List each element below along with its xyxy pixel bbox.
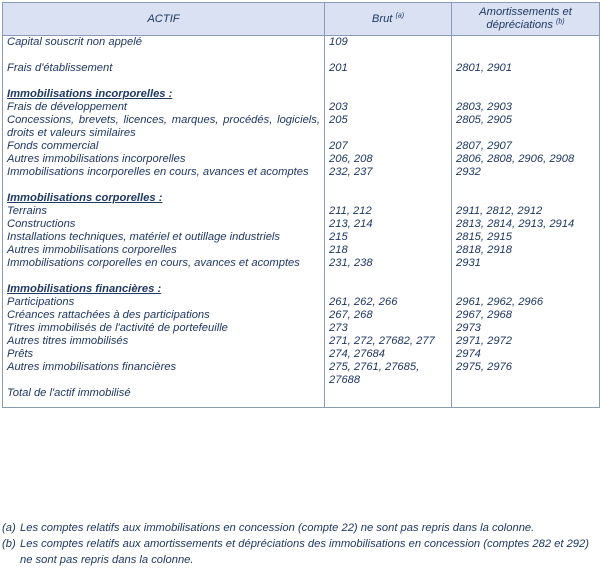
account-label: Créances rattachées à des participations: [3, 309, 325, 322]
account-label: Titres immobilisés de l'activité de portefeuille: [3, 322, 325, 335]
amort-accounts: [452, 192, 600, 205]
brut-accounts: 267, 268: [325, 309, 452, 322]
brut-accounts: 211, 212: [325, 205, 452, 218]
account-label: Autres immobilisations corporelles: [3, 244, 325, 257]
account-label: Prêts: [3, 348, 325, 361]
spacer-row: [3, 270, 600, 283]
spacer-cell: [3, 75, 325, 88]
account-label: Constructions: [3, 218, 325, 231]
section-row: [3, 88, 600, 101]
brut-accounts: 213, 214: [325, 218, 452, 231]
table-row: [3, 296, 600, 309]
amort-accounts: 2803, 2903: [452, 101, 600, 114]
account-label: Autres immobilisations incorporelles: [3, 153, 325, 166]
amort-accounts: 2975, 2976: [452, 361, 600, 387]
amort-accounts: [452, 387, 600, 408]
table-row: [3, 153, 600, 166]
spacer-cell: [3, 49, 325, 62]
total-row: [3, 387, 600, 408]
table-row: [3, 114, 600, 140]
table-row: [3, 62, 600, 75]
amort-accounts: 2971, 2972: [452, 335, 600, 348]
actif-table: [2, 2, 600, 408]
amort-accounts: 2931: [452, 257, 600, 270]
table-row: [3, 101, 600, 114]
brut-accounts: [325, 88, 452, 101]
account-label: Immobilisations financières :: [3, 283, 325, 296]
spacer-row: [3, 75, 600, 88]
table-row: [3, 361, 600, 387]
brut-accounts: 203: [325, 101, 452, 114]
header-amortissements: Amortissements et dépréciations $^{(b)}$: [452, 3, 600, 36]
amort-accounts: 2911, 2812, 2912: [452, 205, 600, 218]
spacer-cell: [3, 270, 325, 283]
brut-accounts: 261, 262, 266: [325, 296, 452, 309]
account-label: Immobilisations incorporelles en cours, avances et acomptes: [3, 166, 325, 179]
spacer-cell: [325, 179, 452, 192]
brut-accounts: 274, 27684: [325, 348, 452, 361]
brut-accounts: 207: [325, 140, 452, 153]
section-row: [3, 283, 600, 296]
amort-accounts: 2932: [452, 166, 600, 179]
amort-accounts: 2818, 2918: [452, 244, 600, 257]
brut-accounts: 201: [325, 62, 452, 75]
table-row: [3, 166, 600, 179]
table-row: [3, 348, 600, 361]
amort-accounts: [452, 88, 600, 101]
table-row: [3, 218, 600, 231]
table-row: [3, 244, 600, 257]
account-label: Immobilisations corporelles :: [3, 192, 325, 205]
account-label: Autres immobilisations financières: [3, 361, 325, 387]
spacer-cell: [452, 75, 600, 88]
spacer-cell: [325, 75, 452, 88]
amort-accounts: 2807, 2907: [452, 140, 600, 153]
footnote-mark: (a): [2, 522, 16, 534]
table-row: [3, 231, 600, 244]
brut-accounts: 218: [325, 244, 452, 257]
footnote-text: Les comptes relatifs aux amortissements et dépréciations des immobilisations en concession (comptes 282 et 292) ne sont pas repris dans la colonne.: [20, 538, 589, 566]
brut-accounts: 109: [325, 36, 452, 50]
amort-accounts: 2967, 2968: [452, 309, 600, 322]
account-label: Capital souscrit non appelé: [3, 36, 325, 50]
header-brut: Brut $^{(a)}$: [325, 3, 452, 36]
spacer-cell: [325, 49, 452, 62]
footnote-text: Les comptes relatifs aux immobilisations en concession (compte 22) ne sont pas repris dans la colonne.: [20, 522, 535, 534]
account-label: Participations: [3, 296, 325, 309]
spacer-cell: [3, 179, 325, 192]
spacer-row: [3, 49, 600, 62]
amort-accounts: 2801, 2901: [452, 62, 600, 75]
brut-accounts: 271, 272, 27682, 277: [325, 335, 452, 348]
table-header: [3, 3, 600, 36]
account-label: Concessions, brevets, licences, marques, procédés, logiciels, droits et valeurs similaires: [3, 114, 325, 140]
amort-accounts: [452, 36, 600, 50]
brut-accounts: 273: [325, 322, 452, 335]
brut-accounts: 206, 208: [325, 153, 452, 166]
account-label: Installations techniques, matériel et outillage industriels: [3, 231, 325, 244]
brut-accounts: [325, 283, 452, 296]
footnote-mark: (b): [2, 538, 16, 550]
spacer-cell: [452, 270, 600, 283]
amort-accounts: 2973: [452, 322, 600, 335]
spacer-cell: [452, 179, 600, 192]
brut-accounts: 231, 238: [325, 257, 452, 270]
table-row: [3, 335, 600, 348]
spacer-row: [3, 179, 600, 192]
footnotes: [2, 520, 599, 568]
table-body: [3, 36, 600, 408]
table-row: [3, 322, 600, 335]
footnote: [2, 520, 599, 536]
amort-accounts: [452, 283, 600, 296]
brut-note-mark: (a): [395, 11, 405, 19]
amort-accounts: 2813, 2814, 2913, 2914: [452, 218, 600, 231]
amort-accounts: 2961, 2962, 2966: [452, 296, 600, 309]
amort-accounts: 2815, 2915: [452, 231, 600, 244]
account-label: Immobilisations incorporelles :: [3, 88, 325, 101]
brut-accounts: 275, 2761, 27685, 27688: [325, 361, 452, 387]
amort-accounts: 2805, 2905: [452, 114, 600, 140]
table-row: [3, 36, 600, 50]
brut-accounts: [325, 387, 452, 408]
spacer-cell: [452, 49, 600, 62]
section-row: [3, 192, 600, 205]
brut-accounts: 215: [325, 231, 452, 244]
account-label: Total de l'actif immobilisé: [3, 387, 325, 408]
account-label: Frais de développement: [3, 101, 325, 114]
account-label: Fonds commercial: [3, 140, 325, 153]
header-actif: ACTIF: [3, 3, 325, 36]
table-row: [3, 205, 600, 218]
brut-accounts: [325, 192, 452, 205]
account-label: Autres titres immobilisés: [3, 335, 325, 348]
amort-note-mark: (b): [556, 18, 565, 26]
brut-accounts: 205: [325, 114, 452, 140]
table-row: [3, 257, 600, 270]
account-label: Immobilisations corporelles en cours, avances et acomptes: [3, 257, 325, 270]
amort-accounts: 2806, 2808, 2906, 2908: [452, 153, 600, 166]
table-row: [3, 140, 600, 153]
table-row: [3, 309, 600, 322]
footnote: [2, 536, 599, 568]
amort-accounts: 2974: [452, 348, 600, 361]
account-label: Frais d'établissement: [3, 62, 325, 75]
brut-accounts: 232, 237: [325, 166, 452, 179]
spacer-cell: [325, 270, 452, 283]
account-label: Terrains: [3, 205, 325, 218]
